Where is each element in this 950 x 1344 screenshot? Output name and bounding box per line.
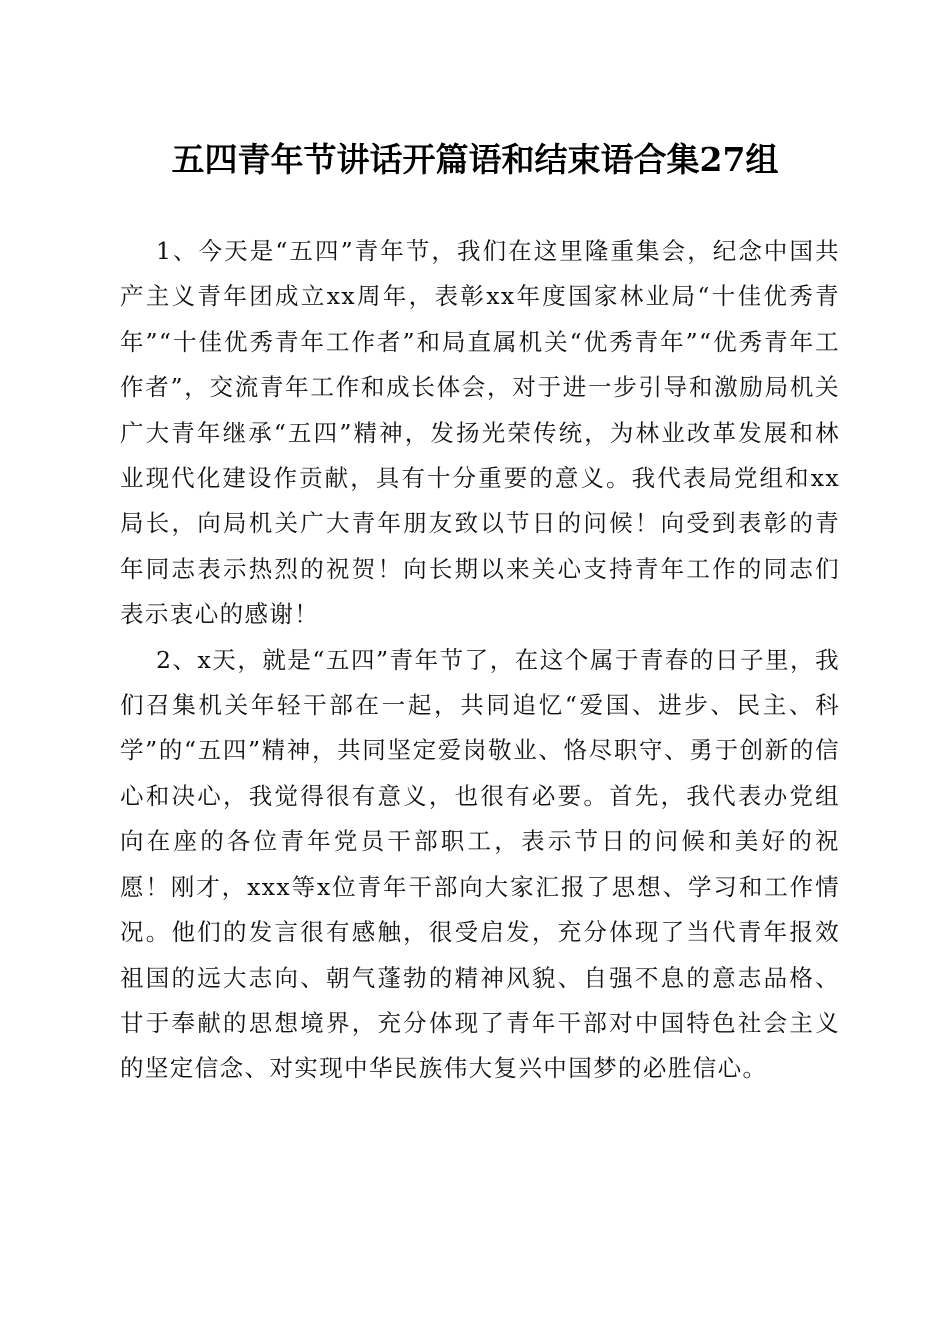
document-title: 五四青年节讲话开篇语和结束语合集27组	[171, 140, 779, 179]
paragraph-2: 2、x天，就是“五四”青年节了，在这个属于青春的日子里，我们召集机关年轻干部在一起，共同追忆“爱国、进步、民主、科学”的“五四”精神，共同坚定爱岗敬业、恪尽职守、勇于创新的信心和决心，我觉得很有意义，也很有必要。首先，我代表办党组向在座的各位青年党员干部职工，表示节日的问候和美好的祝愿！刚才，xxx等x位青年干部向大家汇报了思想、学习和工作情况。他们的发言很有感触，很受启发，充分体现了当代青年报效祖国的远大志向、朝气蓬勃的精神风貌、自强不息的意志品格、甘于奉献的思想境界，充分体现了青年干部对中国特色社会主义的坚定信念、对实现中华民族伟大复兴中国梦的必胜信心。	[120, 645, 840, 1083]
paragraph-1: 1、今天是“五四”青年节，我们在这里隆重集会，纪念中国共产主义青年团成立xx周年，表彰xx年度国家林业局“十佳优秀青年”“十佳优秀青年工作者”和局直属机关“优秀青年”“优秀青年工作者”，交流青年工作和成长体会，对于进一步引导和激励局机关广大青年继承“五四”精神，发扬光荣传统，为林业改革发展和林业现代化建设作贡献，具有十分重要的意义。我代表局党组和xx局长，向局机关广大青年朋友致以节日的问候！向受到表彰的青年同志表示热烈的祝贺！向长期以来关心支持青年工作的同志们表示衷心的感谢！	[120, 237, 840, 629]
document-body	[120, 229, 840, 1092]
